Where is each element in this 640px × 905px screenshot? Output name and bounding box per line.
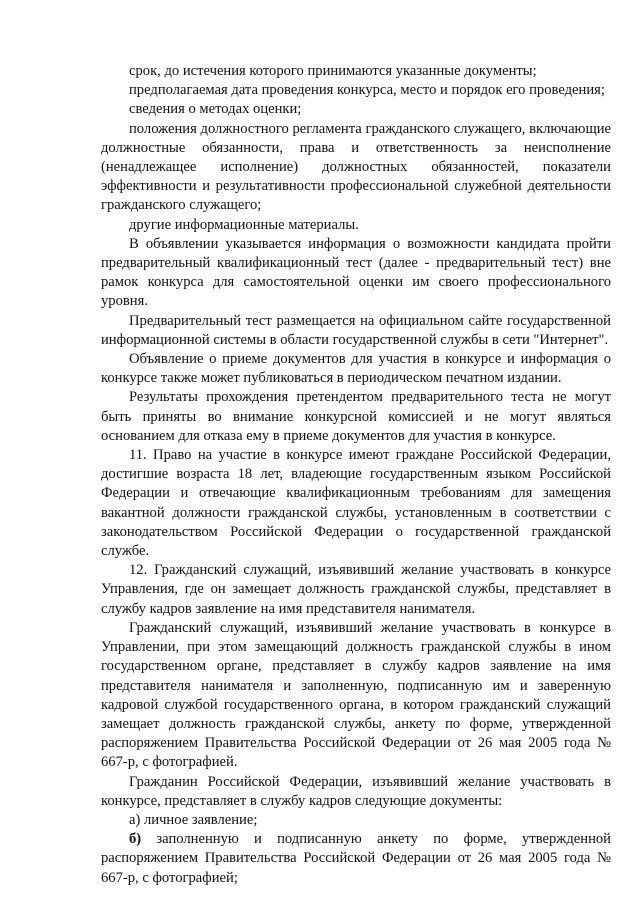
paragraph-announcement-print: Объявление о приеме документов для участия в конкурсе и информация о конкурсе также может публиковаться в периодическом печатном издании. [101,351,611,387]
paragraph-12-civil-servant: 12. Гражданский служащий, изъявивший желание участвовать в конкурсе Управления, где он замещает должность гражданской службы, представляет в службу кадров заявление на имя представителя нанимателя. [101,562,611,617]
paragraph-test-placement: Предварительный тест размещается на официальном сайте государственной информационной системы в области государственной службы в сети "Интернет". [101,312,611,348]
paragraph-11-eligibility: 11. Право на участие в конкурсе имеют граждане Российской Федерации, достигшие возраста 18 лет, владеющие государственным языком Российской Федерации и отвечающие квалификационным требованиям для замещения вакантной должности гражданской службы, установленным в соответствии с законодательством Российской Федерации о государственной гражданской службе. [101,447,611,560]
paragraph-contest-date: предполагаемая дата проведения конкурса, место и порядок его проведения; [129,82,605,99]
list-item-b-text: заполненную и подписанную анкету по форме, утвержденной распоряжением Правительства Российской Федерации от 26 мая 2005 года № 667-р, с фотографией; [101,831,611,886]
paragraph-job-regulations: положения должностного регламента гражданского служащего, включающие должностные обязанности, права и ответственность за неисполнение (ненадлежащее исполнение) должностных обязанностей, показатели эффективности и результативности профессиональной служебной деятельности гражданского служащего; [101,120,611,214]
document-page [101,62,611,888]
paragraph-citizen-documents: Гражданин Российской Федерации, изъявивший желание участвовать в конкурсе, представляет в службу кадров следующие документы: [101,773,611,809]
list-item-a-application: а) личное заявление; [129,811,258,828]
list-item-b-questionnaire [101,830,611,888]
paragraph-preliminary-test-info: В объявлении указывается информация о возможности кандидата пройти предварительный квалификационный тест (далее - предварительный тест) вне рамок конкурса для самостоятельной оценки им своего профессионального уровня. [101,235,611,310]
paragraph-deadline: срок, до истечения которого принимаются указанные документы; [129,63,537,79]
paragraph-test-results: Результаты прохождения претендентом предварительного теста не могут быть приняты во внимание конкурсной комиссией и не могут являться основанием для отказа ему в приеме документов для участия в конкурсе. [101,389,611,444]
paragraph-other-agency-servant: Гражданский служащий, изъявивший желание участвовать в конкурсе в Управлении, при этом замещающий должность гражданской службы в ином государственном органе, представляет в службу кадров заявление на имя представителя нанимателя и заполненную, подписанную им и заверенную кадровой службой государственного органа, в котором гражданский служащий замещает должность гражданской службы, анкету по форме, утвержденной распоряжением Правительства Российской Федерации от 26 мая 2005 года № 667-р, с фотографией. [101,619,611,771]
paragraph-assessment-methods: сведения о методах оценки; [129,101,302,118]
list-item-b-marker: б) [129,831,142,848]
paragraph-other-materials: другие информационные материалы. [129,216,359,233]
